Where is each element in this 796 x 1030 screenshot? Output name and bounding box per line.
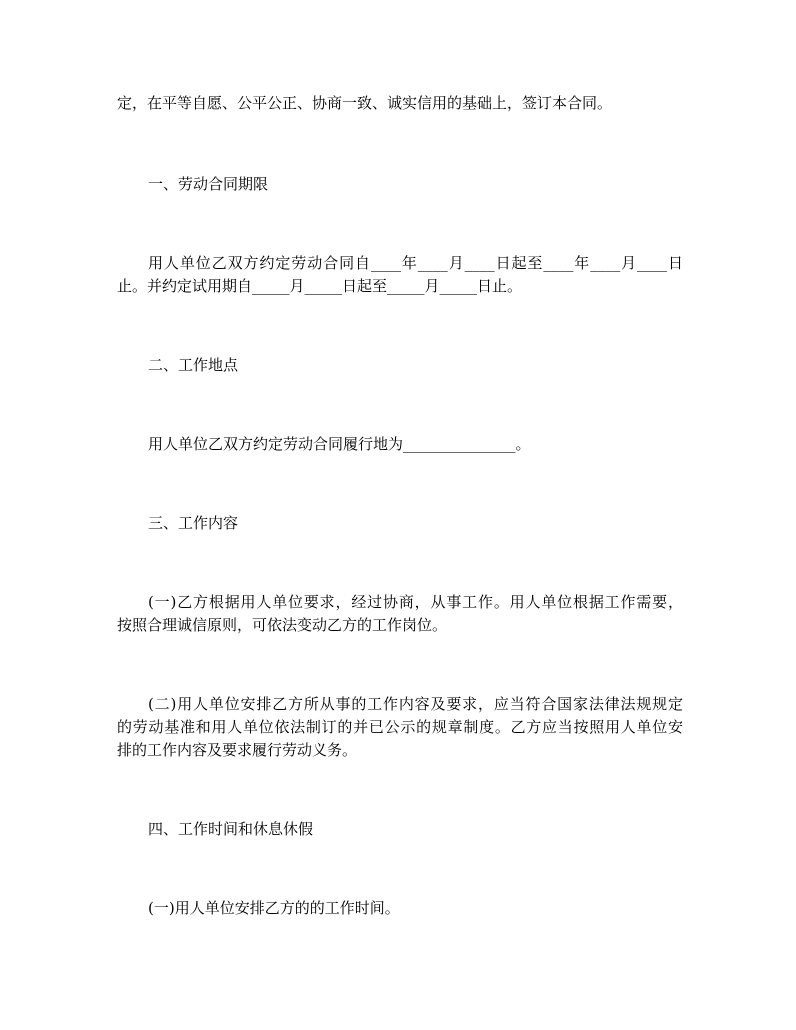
section-heading-job-content: 三、工作内容 bbox=[148, 514, 239, 532]
job-content-item2-line-2: 的劳动基准和用人单位依法制订的并已公示的规章制度。乙方应当按照用人单位安 bbox=[117, 718, 683, 736]
section-heading-workplace: 二、工作地点 bbox=[148, 356, 239, 374]
intro-tail-line: 定，在平等自愿、公平公正、协商一致、诚实信用的基础上，签订本合同。 bbox=[117, 94, 613, 112]
job-content-item1-line-2: 按照合理诚信原则，可依法变动乙方的工作岗位。 bbox=[117, 616, 448, 634]
job-content-item2-line-1: (二)用人单位安排乙方所从事的工作内容及要求，应当符合国家法律法规规定 bbox=[148, 695, 683, 713]
term-paragraph-line-1: 用人单位乙双方约定劳动合同自____年____月____日起至____年____月____日 bbox=[148, 254, 683, 272]
term-paragraph-line-2: 止。并约定试用期自_____月_____日起至_____月_____日止。 bbox=[117, 277, 523, 295]
section-heading-work-hours: 四、工作时间和休息休假 bbox=[148, 820, 314, 838]
workplace-paragraph: 用人单位乙双方约定劳动合同履行地为_______________。 bbox=[148, 435, 531, 453]
work-hours-item1: (一)用人单位安排乙方的的工作时间。 bbox=[148, 899, 400, 917]
job-content-item1-line-1: (一)乙方根据用人单位要求，经过协商，从事工作。用人单位根据工作需要， bbox=[148, 593, 683, 611]
section-heading-term: 一、劳动合同期限 bbox=[148, 175, 269, 193]
job-content-item2-line-3: 排的工作内容及要求履行劳动义务。 bbox=[117, 741, 358, 759]
